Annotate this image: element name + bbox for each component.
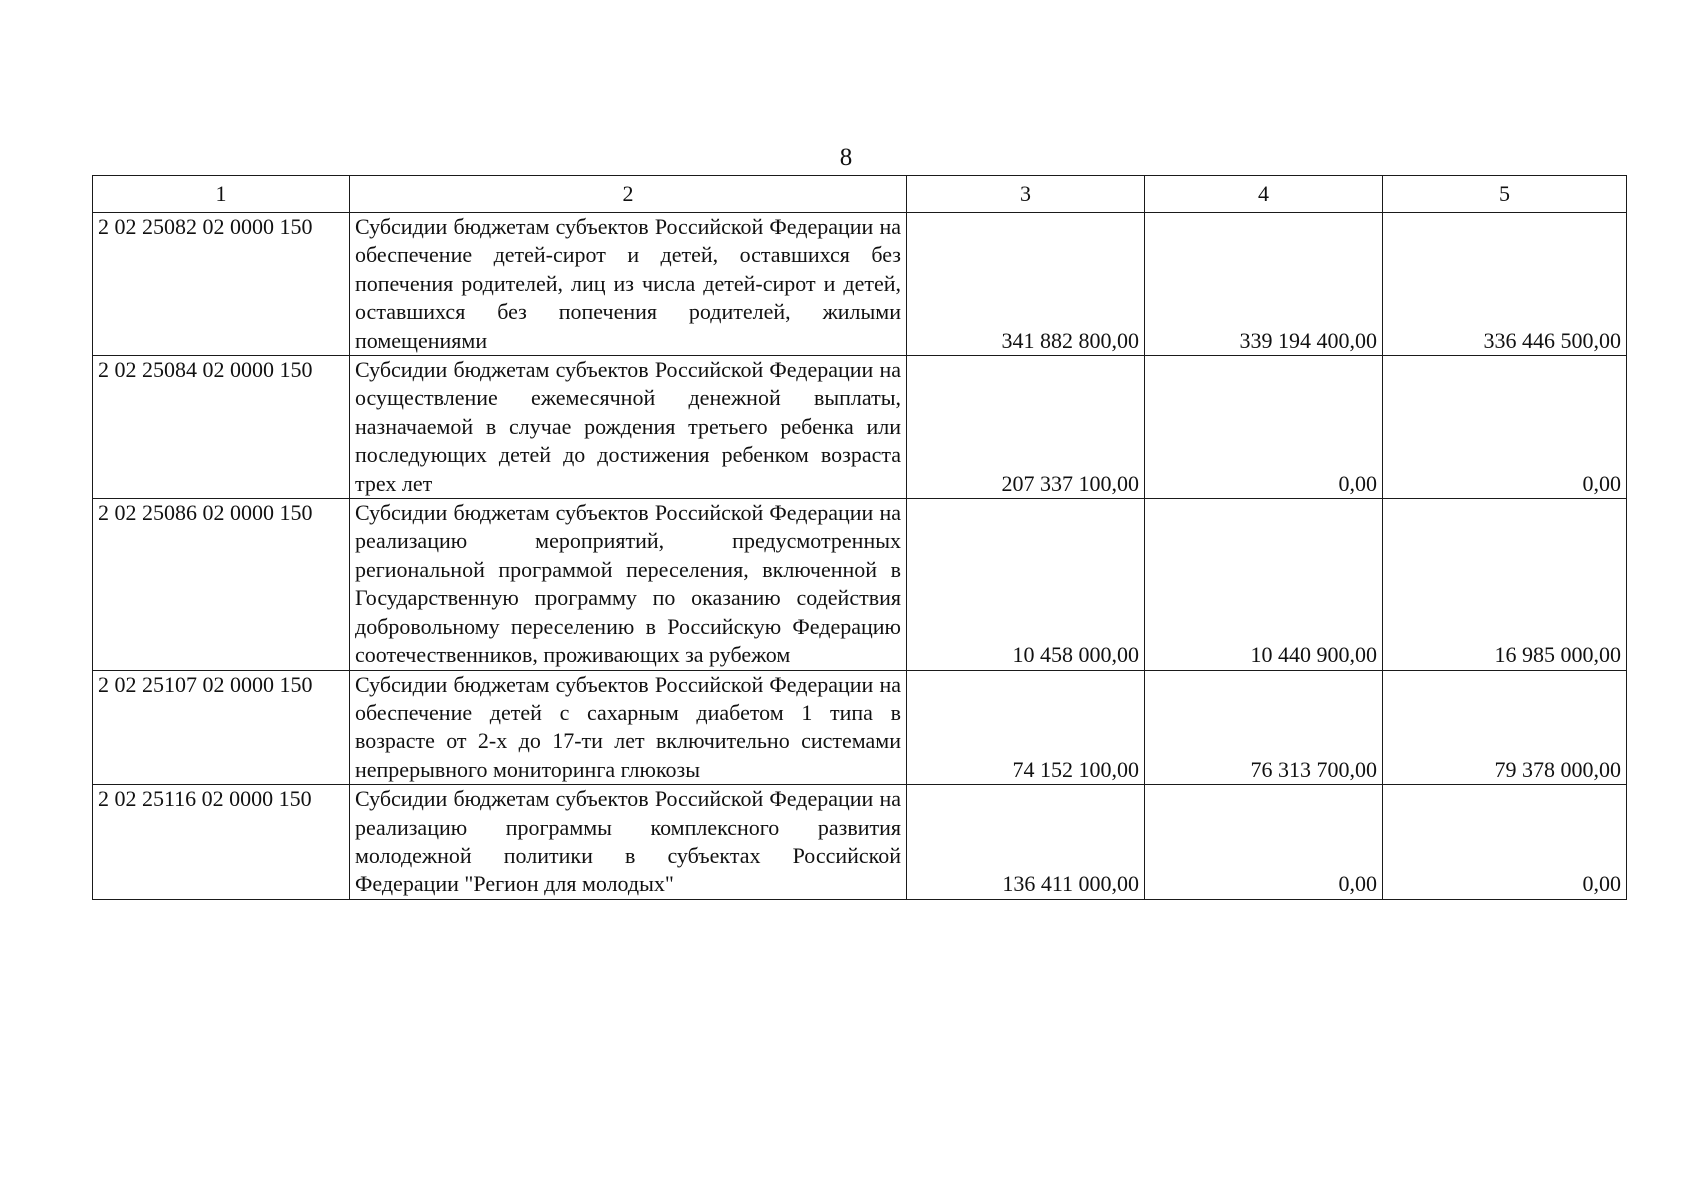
budget-code-cell: 2 02 25086 02 0000 150 <box>93 499 350 670</box>
column-header-4: 4 <box>1145 176 1383 213</box>
amount-col5-cell: 0,00 <box>1383 356 1627 499</box>
description-cell: Субсидии бюджетам субъектов Российской Федерации на реализацию программы комплексного развития молодежной политики в субъектах Российской Федерации "Регион для молодых" <box>350 785 907 900</box>
amount-col3-cell: 10 458 000,00 <box>907 499 1145 670</box>
amount-col5-cell: 79 378 000,00 <box>1383 670 1627 785</box>
column-header-5: 5 <box>1383 176 1627 213</box>
budget-code-cell: 2 02 25082 02 0000 150 <box>93 213 350 356</box>
table-row <box>93 356 1627 499</box>
column-header-3: 3 <box>907 176 1145 213</box>
amount-col5-cell: 336 446 500,00 <box>1383 213 1627 356</box>
budget-table <box>92 175 1627 900</box>
amount-col4-cell: 0,00 <box>1145 785 1383 900</box>
amount-col4-cell: 0,00 <box>1145 356 1383 499</box>
budget-code-cell: 2 02 25084 02 0000 150 <box>93 356 350 499</box>
budget-code-cell: 2 02 25107 02 0000 150 <box>93 670 350 785</box>
amount-col3-cell: 136 411 000,00 <box>907 785 1145 900</box>
description-cell: Субсидии бюджетам субъектов Российской Федерации на обеспечение детей с сахарным диабетом 1 типа в возрасте от 2-х до 17-ти лет включительно системами непрерывного мониторинга глюкозы <box>350 670 907 785</box>
table-row <box>93 499 1627 670</box>
table-row <box>93 670 1627 785</box>
budget-code-cell: 2 02 25116 02 0000 150 <box>93 785 350 900</box>
amount-col3-cell: 74 152 100,00 <box>907 670 1145 785</box>
amount-col4-cell: 10 440 900,00 <box>1145 499 1383 670</box>
column-header-2: 2 <box>350 176 907 213</box>
page-number: 8 <box>839 144 853 171</box>
table-row <box>93 785 1627 900</box>
amount-col3-cell: 207 337 100,00 <box>907 356 1145 499</box>
description-cell: Субсидии бюджетам субъектов Российской Федерации на обеспечение детей-сирот и детей, оставшихся без попечения родителей, лиц из числа детей-сирот и детей, оставшихся без попечения родителей, жилыми помещениями <box>350 213 907 356</box>
amount-col5-cell: 0,00 <box>1383 785 1627 900</box>
amount-col4-cell: 76 313 700,00 <box>1145 670 1383 785</box>
amount-col5-cell: 16 985 000,00 <box>1383 499 1627 670</box>
column-header-1: 1 <box>93 176 350 213</box>
description-cell: Субсидии бюджетам субъектов Российской Федерации на реализацию мероприятий, предусмотренных региональной программой переселения, включенной в Государственную программу по оказанию содействия добровольному переселению в Российскую Федерацию соотечественников, проживающих за рубежом <box>350 499 907 670</box>
description-cell: Субсидии бюджетам субъектов Российской Федерации на осуществление ежемесячной денежной выплаты, назначаемой в случае рождения третьего ребенка или последующих детей до достижения ребенком возраста трех лет <box>350 356 907 499</box>
amount-col4-cell: 339 194 400,00 <box>1145 213 1383 356</box>
table-header-row <box>93 176 1627 213</box>
amount-col3-cell: 341 882 800,00 <box>907 213 1145 356</box>
table-row <box>93 213 1627 356</box>
